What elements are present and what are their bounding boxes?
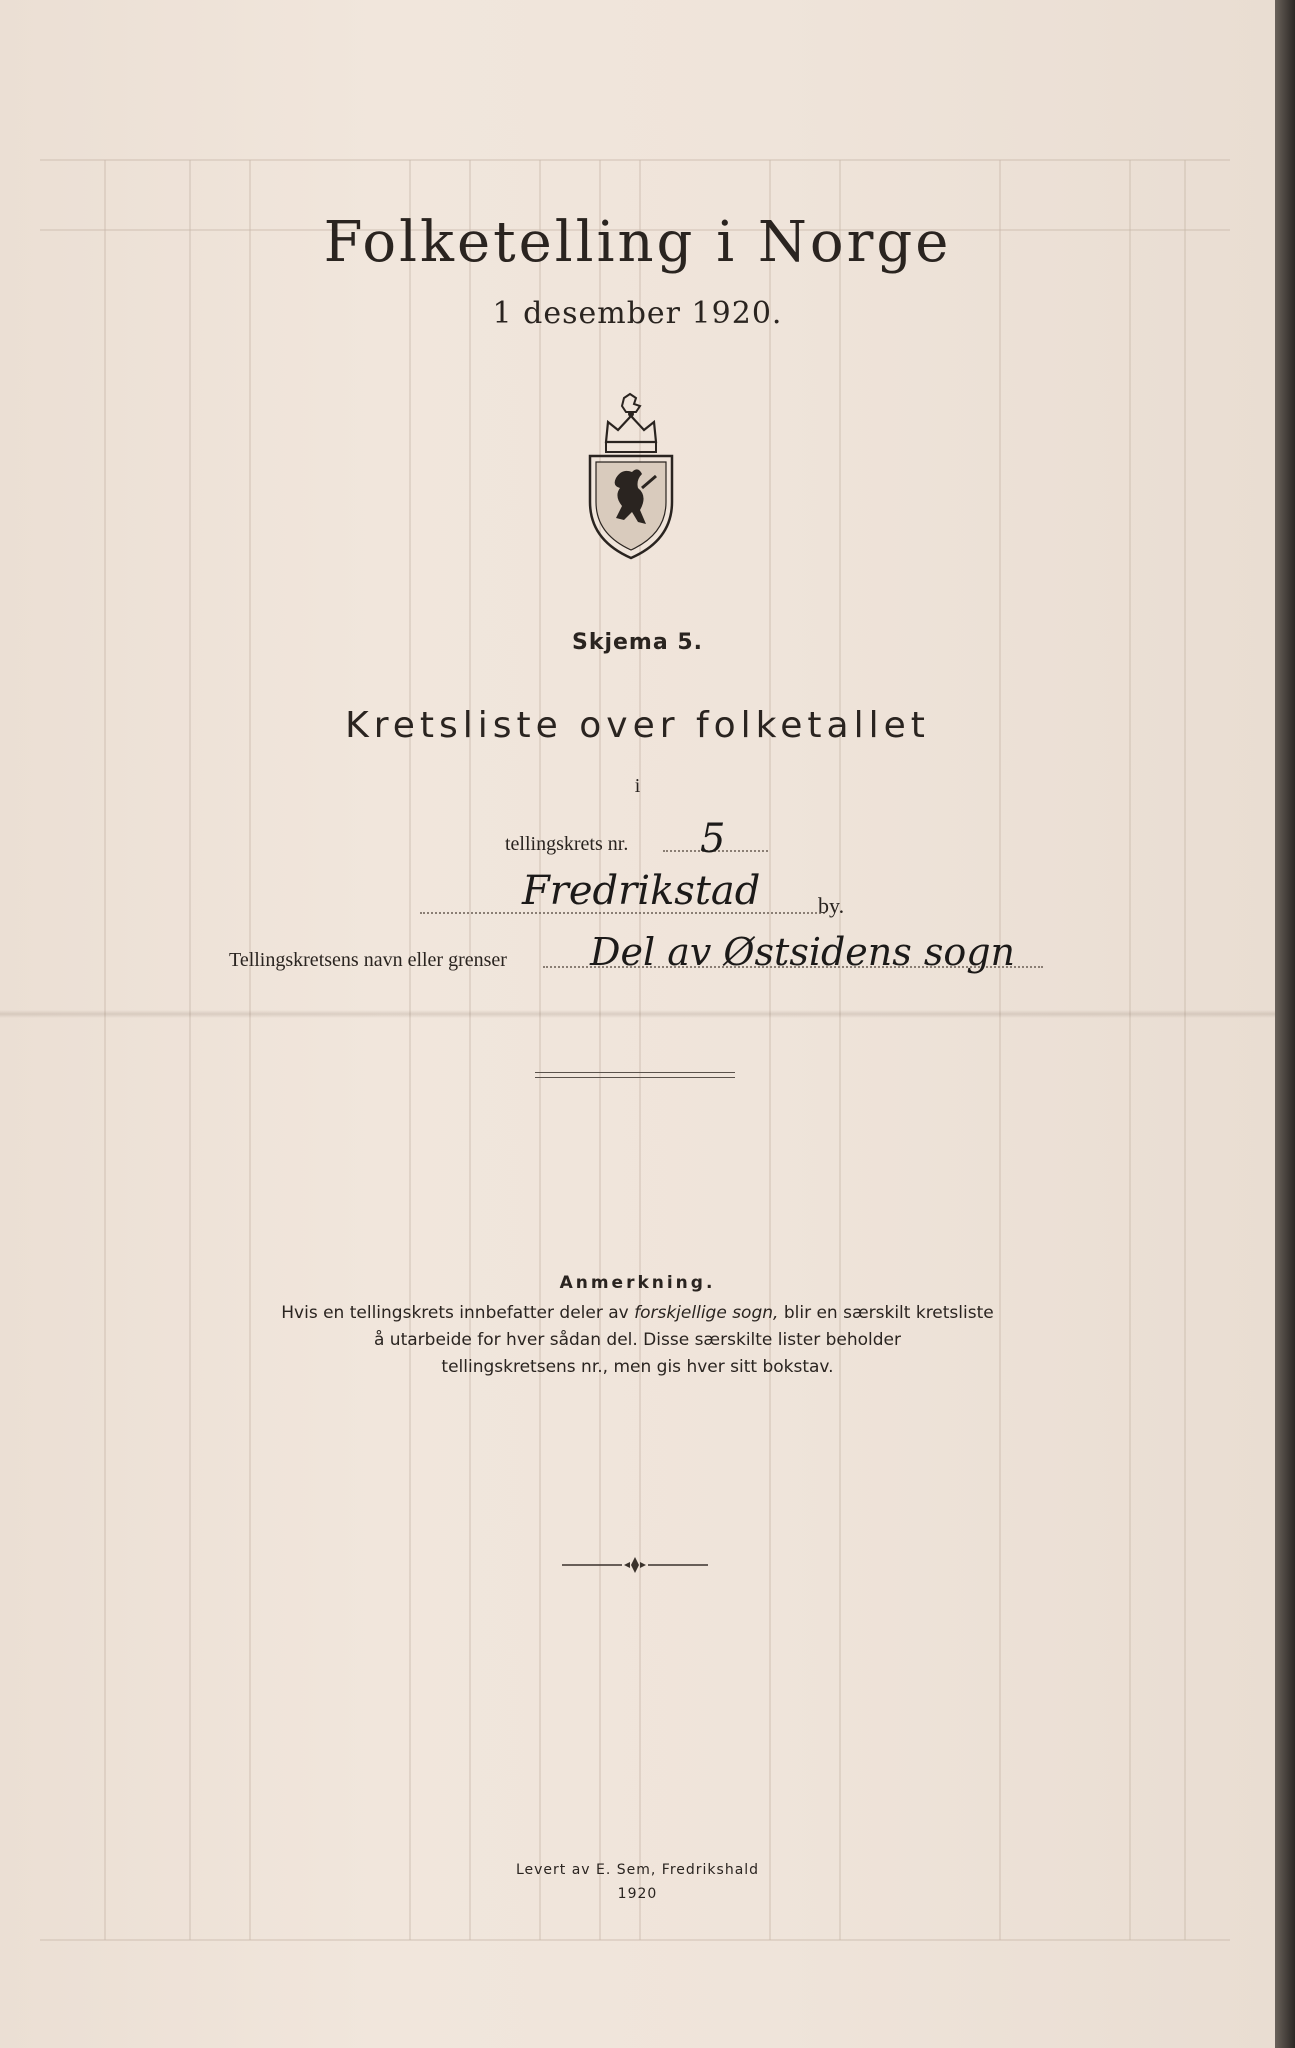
printer-imprint: [0, 1858, 1275, 1906]
krets-name-value: Del av Østsidens sogn: [590, 930, 1016, 974]
note-line1-emphasis: forskjellige sogn,: [634, 1303, 779, 1323]
note-line1-b: blir en særskilt kretsliste: [778, 1303, 994, 1323]
krets-name-label: Tellingskretsens navn eller grenser: [229, 949, 507, 971]
paper-fold: [0, 1010, 1275, 1018]
note-line1-a: Hvis en tellingskrets innbefatter deler av: [281, 1303, 635, 1323]
ornament-divider-icon: [560, 1555, 710, 1575]
preposition-i: i: [634, 775, 641, 797]
printer-line: Levert av E. Sem, Fredrikshald: [515, 1862, 760, 1878]
note-line3: tellingskretsens nr., men gis hver sitt bokstav.: [441, 1357, 834, 1377]
note-text: [220, 1300, 1055, 1381]
form-heading: Kretsliste over folketallet: [345, 705, 930, 746]
note-title: Anmerkning.: [559, 1273, 716, 1293]
schema-number: Skjema 5.: [571, 630, 704, 655]
tellingskrets-label: tellingskrets nr.: [505, 833, 629, 855]
divider-rule: [535, 1072, 735, 1078]
city-name: Fredrikstad: [522, 868, 761, 914]
census-date: 1 desember 1920.: [492, 296, 783, 331]
coat-of-arms-icon: [586, 392, 676, 560]
note-line2: å utarbeide for hver sådan del. Disse særskilte lister beholder: [373, 1330, 902, 1350]
city-suffix: by.: [818, 893, 845, 918]
scan-background-edge: [1275, 0, 1295, 2048]
tellingskrets-number: 5: [700, 816, 726, 862]
page-title: Folketelling i Norge: [323, 210, 952, 275]
printer-year: 1920: [617, 1886, 658, 1902]
